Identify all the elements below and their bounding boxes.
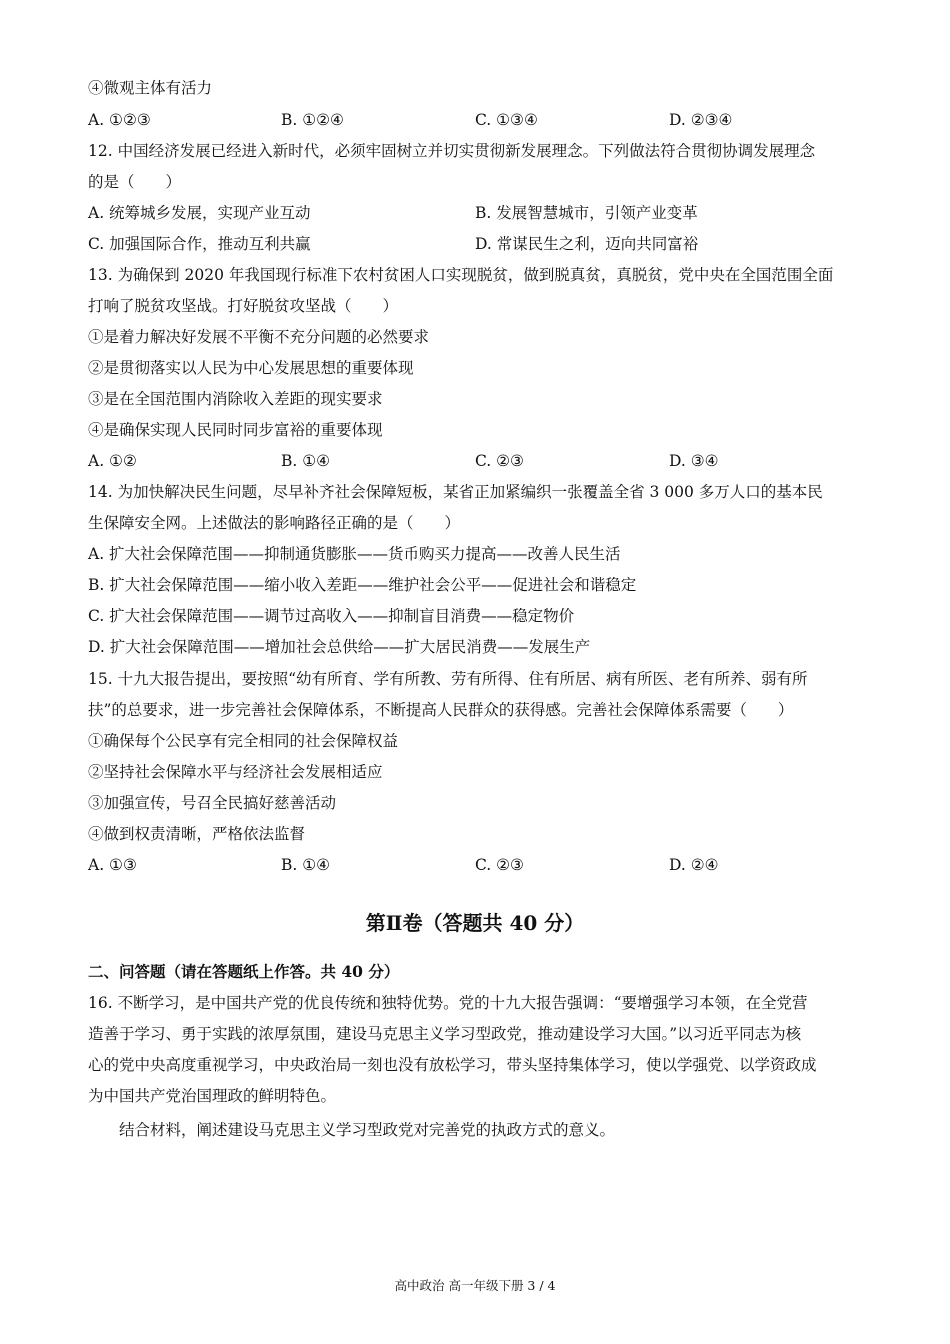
q13-stem-line2: 打响了脱贫攻坚战。打好脱贫攻坚战（ ） bbox=[88, 297, 399, 315]
q13-item-2: ②是贯彻落实以人民为中心发展思想的重要体现 bbox=[88, 359, 414, 377]
q14-stem-line1: 14. 为加快解决民生问题，尽早补齐社会保障短板，某省正加紧编织一张覆盖全省 3 000 多万人口的基本民 bbox=[88, 483, 823, 501]
page-footer: 高中政治 高一年级下册 3 / 4 bbox=[394, 1278, 556, 1293]
q14-stem-line2: 生保障安全网。上述做法的影响路径正确的是（ ） bbox=[88, 514, 461, 532]
q16-line4: 为中国共产党治国理政的鲜明特色。 bbox=[88, 1087, 337, 1105]
q12-option-b: B. 发展智慧城市，引领产业变革 bbox=[475, 204, 698, 222]
q14-option-b: B. 扩大社会保障范围——缩小收入差距——维护社会公平——促进社会和谐稳定 bbox=[88, 576, 637, 594]
q15-option-a: A. ①③ bbox=[88, 856, 137, 874]
q12-option-c: C. 加强国际合作，推动互利共赢 bbox=[88, 235, 311, 253]
q12-stem-line1: 12. 中国经济发展已经进入新时代，必须牢固树立并切实贯彻新发展理念。下列做法符合贯彻协调发展理念 bbox=[88, 142, 816, 160]
q13-option-c: C. ②③ bbox=[475, 452, 524, 470]
q13-item-3: ③是在全国范围内消除收入差距的现实要求 bbox=[88, 390, 383, 408]
q15-item-2: ②坚持社会保障水平与经济社会发展相适应 bbox=[88, 763, 383, 781]
q14-option-a: A. 扩大社会保障范围——抑制通货膨胀——货币购买力提高——改善人民生活 bbox=[88, 545, 621, 563]
q15-item-1: ①确保每个公民享有完全相同的社会保障权益 bbox=[88, 732, 399, 750]
q13-item-1: ①是着力解决好发展不平衡不充分问题的必然要求 bbox=[88, 328, 430, 346]
section-title: 二、问答题（请在答题纸上作答。共 40 分） bbox=[88, 962, 400, 981]
q12-option-a: A. 统筹城乡发展，实现产业互动 bbox=[88, 204, 311, 222]
q15-option-d: D. ②④ bbox=[669, 856, 719, 874]
q13-option-d: D. ③④ bbox=[669, 452, 719, 470]
q15-option-c: C. ②③ bbox=[475, 856, 524, 874]
q16-prompt: 结合材料，阐述建设马克思主义学习型政党对完善党的执政方式的意义。 bbox=[88, 1121, 616, 1139]
q13-stem-line1: 13. 为确保到 2020 年我国现行标准下农村贫困人口实现脱贫，做到脱真贫，真脱贫，党中央在全国范围全面 bbox=[88, 266, 834, 284]
q11-option-c: C. ①③④ bbox=[475, 111, 538, 129]
q14-option-d: D. 扩大社会保障范围——增加社会总供给——扩大居民消费——发展生产 bbox=[88, 638, 591, 656]
q11-item-4: ④微观主体有活力 bbox=[88, 79, 213, 97]
q13-item-4: ④是确保实现人民同时同步富裕的重要体现 bbox=[88, 421, 383, 439]
q14-option-c: C. 扩大社会保障范围——调节过高收入——抑制盲目消费——稳定物价 bbox=[88, 607, 575, 625]
q16-line3: 心的党中央高度重视学习，中央政治局一刻也没有放松学习，带头坚持集体学习，使以学强党、以学资政成 bbox=[88, 1056, 817, 1074]
q16-line2: 造善于学习、勇于实践的浓厚氛围，建设马克思主义学习型政党，推动建设学习大国。”以习近平同志为核 bbox=[88, 1025, 802, 1043]
q15-item-4: ④做到权责清晰，严格依法监督 bbox=[88, 825, 306, 843]
q15-option-b: B. ①④ bbox=[281, 856, 331, 874]
q11-option-a: A. ①②③ bbox=[88, 111, 151, 129]
q15-stem-line2: 扶”的总要求，进一步完善社会保障体系，不断提高人民群众的获得感。完善社会保障体系需要（ ） bbox=[88, 701, 794, 719]
q16-line1: 16. 不断学习，是中国共产党的优良传统和独特优势。党的十九大报告强调：“要增强学习本领，在全党营 bbox=[88, 994, 808, 1012]
q15-stem-line1: 15. 十九大报告提出，要按照“幼有所育、学有所教、劳有所得、住有所居、病有所医、老有所养、弱有所 bbox=[88, 670, 808, 688]
part2-heading: 第Ⅱ卷（答题共 40 分） bbox=[365, 911, 585, 935]
q12-stem-line2: 的是（ ） bbox=[88, 173, 182, 191]
q12-option-d: D. 常谋民生之利，迈向共同富裕 bbox=[475, 235, 699, 253]
q15-item-3: ③加强宣传，号召全民搞好慈善活动 bbox=[88, 794, 337, 812]
q13-option-a: A. ①② bbox=[88, 452, 137, 470]
q11-option-b: B. ①②④ bbox=[281, 111, 344, 129]
q11-option-d: D. ②③④ bbox=[669, 111, 733, 129]
q13-option-b: B. ①④ bbox=[281, 452, 331, 470]
